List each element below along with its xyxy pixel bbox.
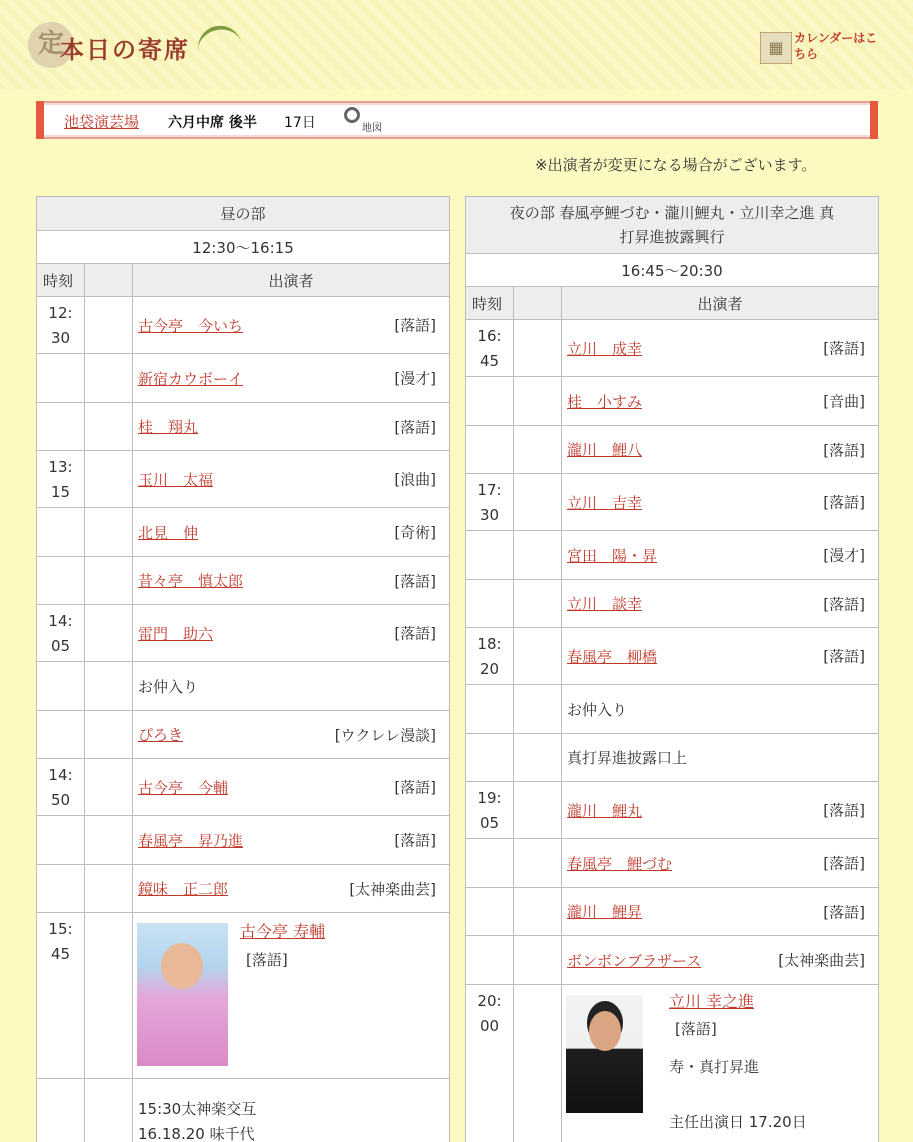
spacer-cell [514,685,562,734]
program-note: お仲入り [138,677,199,696]
spacer-cell [85,759,133,816]
performer-name-link[interactable]: 昔々亭 慎太郎 [138,572,244,590]
night-show-title-line: 打昇進披露興行 [619,228,725,246]
time-cell [37,557,85,605]
performer-genre: [落語] [823,441,865,459]
performer-name-link[interactable]: 春風亭 昇乃進 [138,831,244,850]
time-cell [466,936,514,985]
spacer-cell [514,580,562,628]
performer-name-link[interactable]: 春風亭 鯉づむ [567,854,673,873]
time-cell: 14: 50 [37,759,85,816]
performer-genre: [落語] [394,778,437,797]
performer-genre: [漫才] [394,369,437,388]
note-line: 15:30太神楽交互 [138,1100,257,1118]
performer-genre: [落語] [823,801,865,820]
performer-genre: [落語] [823,647,865,666]
performer-cell [133,297,450,354]
performer-genre: [奇術] [394,523,437,542]
performer-genre: [落語] [823,903,865,921]
spacer-cell [85,605,133,662]
performer-name-link[interactable]: 瀧川 鯉丸 [567,801,643,820]
spacer-cell [514,426,562,474]
change-notice: ※出演者が変更になる場合がございます。 [535,156,817,174]
performer-cell [133,605,450,662]
performer-photo [566,995,643,1113]
performer-genre: [漫才] [823,546,865,565]
performer-cell [133,354,450,403]
headliner-genre: [落語] [675,1020,717,1038]
spacer-cell [85,913,133,1079]
venue-bar-right-cap [870,101,878,139]
performer-name-link[interactable]: 瀧川 鯉八 [567,441,643,459]
performer-name-link[interactable]: 古今亭 今いち [138,316,244,335]
performer-name-link[interactable]: 古今亭 今輔 [138,778,229,797]
performer-row [466,734,879,782]
performer-cell [562,426,879,474]
col-spacer-header [514,287,562,320]
performer-cell [133,451,450,508]
time-cell [466,531,514,580]
time-cell: 13: 15 [37,451,85,508]
night-show-title [466,197,879,254]
performer-photo [137,923,228,1066]
performer-genre: [落語] [823,339,865,358]
time-cell [37,1079,85,1142]
time-cell [466,426,514,474]
performer-genre: [太神楽曲芸] [349,880,437,898]
time-cell: 17: 30 [466,474,514,531]
performer-name-link[interactable]: 桂 翔丸 [138,418,199,436]
spacer-cell [85,865,133,913]
col-time-header: 時刻 [466,287,514,320]
calendar-link[interactable] [760,30,880,70]
spacer-cell [514,839,562,888]
headliner-dates: 主任出演日 17.20日 [669,1113,807,1131]
col-performer-header: 出演者 [562,287,879,320]
performer-genre: [落語] [823,595,865,613]
day-show-time: 12:30〜16:15 [37,231,450,264]
performer-name-link[interactable]: 春風亭 柳橋 [567,647,658,666]
performer-genre: [落語] [394,624,437,643]
performer-name-link[interactable]: ボンボンブラザース [567,951,702,970]
time-label: 15: 45 [48,920,73,963]
performer-cell [562,782,879,839]
day-show-table [36,196,450,1142]
performer-name-link[interactable]: ぴろき [138,726,184,744]
spacer-cell [514,734,562,782]
performer-row [466,839,879,888]
performer-face [161,943,203,989]
time-cell [466,377,514,426]
performer-genre: [落語] [823,493,865,512]
spacer-cell [514,782,562,839]
note-cell [133,1079,450,1142]
performer-cell [562,628,879,685]
performer-cell [133,403,450,451]
performer-cell [562,888,879,936]
spacer-cell [85,354,133,403]
performer-name-link[interactable]: 立川 吉幸 [567,493,643,512]
spacer-cell [514,985,562,1142]
performer-name-link[interactable]: 立川 成幸 [567,339,643,358]
performer-cell [133,711,450,759]
performer-row [37,605,450,662]
performer-face [589,1011,621,1051]
col-performer-header: 出演者 [133,264,450,297]
performer-genre: [落語] [394,572,437,590]
performer-cell [562,685,879,734]
headliner-row [466,985,879,1142]
spacer-cell [85,557,133,605]
time-cell [37,711,85,759]
spacer-cell [514,628,562,685]
time-cell [466,839,514,888]
performer-cell [133,865,450,913]
performer-cell [133,816,450,865]
program-note: 真打昇進披露口上 [567,749,688,767]
time-cell [37,403,85,451]
performer-name-link[interactable]: 玉川 太福 [138,470,214,489]
performer-row [466,580,879,628]
performer-cell [562,474,879,531]
performer-genre: [太神楽曲芸] [778,951,865,970]
performer-row [37,759,450,816]
footer-note-row [37,1079,450,1142]
calendar-link-label: カレンダーはこちら [794,31,878,61]
magnifier-icon [344,107,360,123]
headliner-genre: [落語] [246,951,288,969]
performer-name-link[interactable]: 宮田 陽・昇 [567,546,658,565]
time-cell: 12: 30 [37,297,85,354]
performer-cell [133,759,450,816]
performer-row [37,557,450,605]
headliner-cell [133,913,450,1079]
time-cell [466,685,514,734]
performer-row [466,377,879,426]
performer-cell [133,508,450,557]
venue-bar [36,101,878,139]
headliner-name-link[interactable]: 古今亭 寿輔 [240,922,326,941]
headliner-note: 寿・真打昇進 [669,1058,760,1076]
spacer-cell [85,451,133,508]
time-cell: 19: 05 [466,782,514,839]
time-cell [466,580,514,628]
time-cell [37,508,85,557]
performer-genre: [ウクレレ漫談] [334,726,437,744]
performer-row [37,816,450,865]
performer-row [466,628,879,685]
performer-row [466,782,879,839]
performer-row [466,936,879,985]
spacer-cell [514,936,562,985]
spacer-cell [514,474,562,531]
spacer-cell [85,403,133,451]
map-link-label: 地図 [362,123,382,134]
performer-name-link[interactable]: 桂 小すみ [567,392,643,411]
time-cell: 16: 45 [466,320,514,377]
top-banner [0,0,913,90]
time-cell [37,662,85,711]
performer-name-link[interactable]: 北見 伸 [138,523,199,542]
venue-day: 17日 [284,115,316,131]
spacer-cell [85,816,133,865]
col-spacer-header [85,264,133,297]
spacer-cell [85,1079,133,1142]
performer-row [37,297,450,354]
performer-genre: [落語] [394,418,437,436]
performer-cell [562,531,879,580]
program-note: お仲入り [567,700,628,719]
performer-name-link[interactable]: 鏡味 正二郎 [138,880,229,898]
leaf-decoration-icon [194,22,242,55]
performer-genre: [浪曲] [394,470,437,489]
performer-cell [562,734,879,782]
time-cell [37,816,85,865]
site-title: 本日の寄席 [60,35,190,64]
performer-cell [562,320,879,377]
performer-genre: [落語] [394,316,437,335]
performer-cell [562,839,879,888]
headliner-cell [562,985,879,1142]
time-cell: 14: 05 [37,605,85,662]
map-link[interactable] [344,107,384,135]
performer-genre: [落語] [823,854,865,873]
performer-cell [562,580,879,628]
venue-name-link[interactable]: 池袋演芸場 [64,113,140,131]
performer-row [37,403,450,451]
performer-genre: [落語] [394,831,437,850]
time-cell [37,354,85,403]
note-line: 16.18.20 味千代 [138,1125,255,1142]
performer-cell [562,377,879,426]
performer-cell [133,557,450,605]
performer-row [37,508,450,557]
venue-period: 六月中席 後半 [168,115,257,131]
spacer-cell [85,508,133,557]
col-time-header: 時刻 [37,264,85,297]
night-show-time: 16:45〜20:30 [466,254,879,287]
spacer-cell [514,320,562,377]
performer-row [466,320,879,377]
performer-cell [562,936,879,985]
headliner-name-link[interactable]: 立川 幸之進 [669,992,755,1011]
headliner-row [37,913,450,1079]
performer-row [466,426,879,474]
performer-name-link[interactable]: 雷門 助六 [138,624,214,643]
performer-row [37,711,450,759]
time-cell [37,865,85,913]
spacer-cell [85,662,133,711]
venue-bar-left-cap [36,101,44,139]
time-label: 20: 00 [477,992,502,1035]
time-cell [466,888,514,936]
time-cell [466,985,514,1142]
performer-name-link[interactable]: 立川 談幸 [567,595,643,613]
performer-row [37,662,450,711]
calendar-icon: ▦ [760,32,792,64]
spacer-cell [514,377,562,426]
performer-row [37,865,450,913]
performer-name-link[interactable]: 新宿カウボーイ [138,369,244,388]
time-cell: 18: 20 [466,628,514,685]
spacer-cell [514,888,562,936]
time-cell [466,734,514,782]
day-show-title: 昼の部 [37,197,450,231]
spacer-cell [85,297,133,354]
performer-row [466,685,879,734]
performer-cell [133,662,450,711]
performer-name-link[interactable]: 瀧川 鯉昇 [567,903,643,921]
performer-row [37,354,450,403]
performer-row [466,888,879,936]
performer-row [37,451,450,508]
performer-row [466,531,879,580]
performer-row [466,474,879,531]
performer-genre: [音曲] [823,392,865,411]
night-show-title-line: 夜の部 春風亭鯉づむ・瀧川鯉丸・立川幸之進 真 [509,204,835,222]
seal-logo-icon: 定 [28,22,74,68]
night-show-table [465,196,879,1142]
time-cell [37,913,85,1079]
spacer-cell [514,531,562,580]
spacer-cell [85,711,133,759]
